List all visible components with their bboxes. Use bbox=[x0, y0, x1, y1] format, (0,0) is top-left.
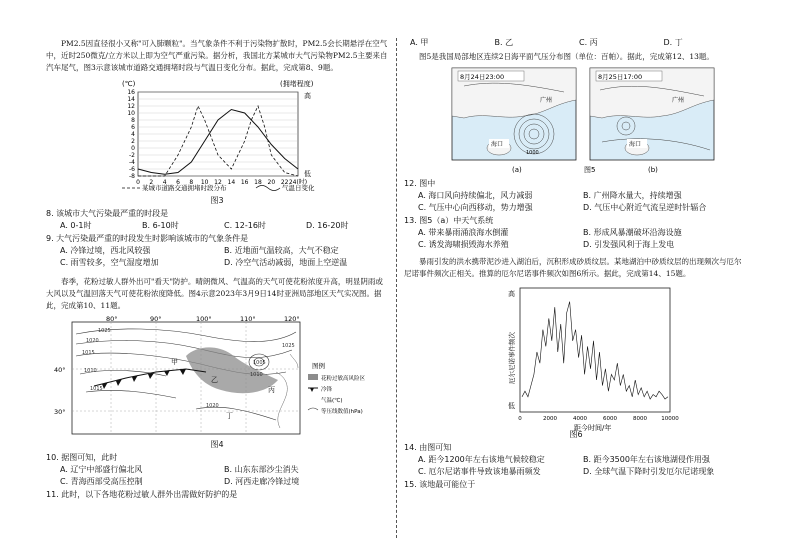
fig5-panel-b bbox=[590, 68, 714, 160]
question-12-options-row1 bbox=[418, 191, 748, 201]
column-divider bbox=[396, 38, 397, 538]
fig3-legend-dashed: 某城市道路交通拥堵时段分布 bbox=[142, 184, 227, 192]
option-9d[interactable]: D. 冷空气活动减弱，地面上空逆温 bbox=[224, 258, 348, 267]
fig6-frame bbox=[520, 288, 670, 412]
intro-paragraph-3: 图5是我国局部地区连续2日海平面气压分布图（单位：百帕）。据此，完成第12、13题。 bbox=[419, 52, 714, 61]
question-11-options bbox=[410, 38, 748, 48]
fig5-b-time: 8月25日17:00 bbox=[598, 73, 643, 81]
question-8: 8. 该城市大气污染最严重的时段是 bbox=[46, 209, 169, 218]
fig3-y-tick-label: -4 bbox=[129, 159, 135, 166]
fig6-series-line bbox=[522, 302, 668, 399]
fig6-x-tick-label: 0 bbox=[518, 416, 522, 422]
fig3-y-tick-label: 14 bbox=[127, 96, 135, 103]
figure-6-caption: 图6 bbox=[569, 430, 583, 439]
question-10: 10. 据图可知，此时 bbox=[46, 453, 118, 462]
intro-paragraph-4: 暴雨引发的洪水携带泥沙进入湖泊后，沉积形成砂质纹层。某地湖泊中砂质纹层的出现频次与厄尔尼诺事件频次正相关。推算的厄尔尼诺事件频次如图6所示。据此，完成第14、15题。 bbox=[404, 257, 742, 278]
fig3-right-high: 高 bbox=[304, 92, 311, 100]
question-8-options bbox=[60, 221, 388, 231]
option-11a[interactable]: A. 甲 bbox=[410, 38, 429, 47]
figure-6 bbox=[404, 282, 748, 432]
question-10-options-row2 bbox=[60, 477, 388, 487]
option-8d[interactable]: D. 16-20时 bbox=[306, 221, 349, 230]
question-13-options-row1 bbox=[418, 228, 748, 238]
option-10a[interactable]: A. 辽宁中部盛行偏北风 bbox=[60, 465, 143, 474]
fig3-y-tick-label: -6 bbox=[129, 166, 135, 173]
question-15: 15. 该地最可能位于 bbox=[404, 480, 476, 489]
figure-6-chart bbox=[404, 282, 748, 432]
question-10-options-row1 bbox=[60, 465, 388, 475]
fig3-x-tick-label: 14 bbox=[227, 179, 236, 186]
fig3-y-tick-label: 0 bbox=[131, 145, 135, 152]
fig6-y-label: 厄尔尼诺事件频次 bbox=[508, 332, 516, 384]
fig5-isobar-center: 1000 bbox=[526, 150, 539, 156]
option-12d[interactable]: D. 气压中心附近气流呈逆时针辐合 bbox=[583, 203, 707, 212]
fig4-legend-front-triangle bbox=[310, 388, 314, 392]
fig6-x-tick-label: 4000 bbox=[573, 416, 587, 422]
figure-5 bbox=[404, 66, 748, 176]
option-13b[interactable]: B. 形成风暴潮破坏沿海设施 bbox=[583, 228, 682, 237]
fig5-b-city-hk: 海口 bbox=[629, 141, 642, 148]
fig4-iso-label-2: 1020 bbox=[86, 338, 99, 344]
fig4-legend-risk: 花粉过敏高风险区 bbox=[321, 376, 366, 382]
fig3-right-label: (拥堵程度) bbox=[280, 80, 314, 88]
fig3-y-tick-label: 12 bbox=[127, 103, 135, 110]
fig4-iso-label-5: 1015 bbox=[90, 386, 103, 392]
fig3-x-tick-label: 4 bbox=[162, 179, 167, 186]
fig3-y-tick-label: 8 bbox=[131, 117, 135, 124]
fig3-x-tick-label: 2 bbox=[149, 179, 154, 186]
fig4-legend-isobar: 等压线数值(hPa) bbox=[321, 409, 363, 415]
fig6-x-tick-label: 6000 bbox=[603, 416, 617, 422]
figure-3-chart bbox=[46, 76, 388, 194]
fig3-y-tick-label: -2 bbox=[129, 152, 135, 159]
question-9: 9. 大气污染最严重的时段发生时影响该城市的气象条件是 bbox=[46, 234, 249, 243]
fig3-legend-solid: 气温日变化 bbox=[282, 184, 315, 192]
fig6-y-low: 低 bbox=[508, 402, 515, 410]
fig4-lon-110: 110° bbox=[240, 315, 256, 323]
option-9b[interactable]: B. 近地面气温较高，大气不稳定 bbox=[224, 246, 339, 255]
option-9a[interactable]: A. 冷锋过境，西北风较强 bbox=[60, 246, 151, 255]
fig3-x-tick-label: 20 bbox=[267, 179, 276, 186]
fig5-a-time: 8月24日23:00 bbox=[460, 73, 505, 81]
fig3-y-unit: (℃) bbox=[122, 80, 136, 88]
option-14c[interactable]: C. 厄尔尼诺事件导致该地暴雨频发 bbox=[418, 467, 541, 476]
fig4-place-jia: 甲 bbox=[171, 358, 178, 366]
question-9-options-row1 bbox=[60, 246, 388, 256]
option-11c[interactable]: C. 丙 bbox=[579, 38, 598, 47]
fig3-x-tick-label: 0 bbox=[136, 179, 140, 186]
fig3-right-low: 低 bbox=[304, 170, 311, 178]
fig4-lon-90: 90° bbox=[150, 315, 162, 323]
question-9-options-row2 bbox=[60, 258, 388, 268]
fig4-lon-80: 80° bbox=[106, 315, 118, 323]
fig5-caption: 图5 bbox=[584, 166, 596, 174]
fig4-place-bing: 丙 bbox=[268, 386, 275, 394]
option-14a[interactable]: A. 距今1200年左右该地气候较稳定 bbox=[418, 455, 545, 464]
fig6-x-tick-label: 10000 bbox=[661, 416, 679, 422]
option-13a[interactable]: A. 带来暴雨涌浪海水倒灌 bbox=[418, 228, 509, 237]
left-column bbox=[46, 38, 388, 500]
fig5-label-b: (b) bbox=[648, 166, 658, 174]
option-8a[interactable]: A. 0-1时 bbox=[60, 221, 92, 230]
fig4-lat-40: 40° bbox=[54, 366, 66, 374]
option-12c[interactable]: C. 气压中心向西移动，势力增强 bbox=[418, 203, 533, 212]
fig4-legend-swatch-risk bbox=[308, 374, 318, 380]
fig4-legend-swatch-isobar bbox=[308, 408, 318, 410]
fig6-x-ticks bbox=[518, 416, 679, 422]
figure-5-maps bbox=[404, 66, 748, 176]
fig3-x-tick-label: 16 bbox=[240, 179, 249, 186]
figure-3-caption: 图3 bbox=[210, 196, 224, 205]
option-13c[interactable]: C. 诱发海啸损毁海水养殖 bbox=[418, 240, 509, 249]
fig3-y-tick-label: 6 bbox=[131, 124, 135, 131]
fig3-y-ticks bbox=[127, 89, 135, 180]
fig4-iso-label-4: 1010 bbox=[84, 368, 97, 374]
fig3-y-tick-label: 4 bbox=[131, 131, 135, 138]
figure-4 bbox=[46, 314, 388, 438]
figure-4-caption: 图4 bbox=[210, 440, 224, 449]
fig6-x-tick-label: 8000 bbox=[633, 416, 647, 422]
fig4-iso-label-9: 1010 bbox=[250, 372, 263, 378]
fig4-iso-label-6: 1020 bbox=[206, 403, 219, 409]
fig6-x-label: 距今时间/年 bbox=[574, 424, 612, 432]
fig4-iso-label-7: 1025 bbox=[282, 343, 295, 349]
option-11b[interactable]: B. 乙 bbox=[494, 38, 514, 47]
fig3-x-tick-label: 22 bbox=[280, 179, 289, 186]
fig3-y-tick-label: 16 bbox=[127, 89, 135, 96]
fig4-place-yi: 乙 bbox=[211, 376, 218, 384]
fig5-a-city-gz: 广州 bbox=[540, 97, 553, 104]
fig5-b-city-gz: 广州 bbox=[672, 97, 685, 104]
fig4-legend-front: 冷锋 bbox=[321, 387, 333, 393]
fig4-place-ding: 丁 bbox=[226, 412, 233, 420]
option-14b[interactable]: B. 距今3500年左右该地湖侵作用强 bbox=[583, 455, 710, 464]
fig3-x-tick-label: 6 bbox=[176, 179, 180, 186]
option-10d[interactable]: D. 河西走廊冷锋过境 bbox=[224, 477, 300, 486]
fig3-x-tick-label: 10 bbox=[200, 179, 209, 186]
question-14-options-row1 bbox=[418, 455, 748, 465]
fig4-legend-temp: 气温(℃) bbox=[321, 398, 343, 404]
option-13d[interactable]: D. 引发强风利于海上发电 bbox=[583, 240, 675, 249]
fig4-legend-title: 图例 bbox=[312, 362, 325, 370]
question-14: 14. 由图可知 bbox=[404, 443, 452, 452]
fig4-lon-100: 100° bbox=[196, 315, 212, 323]
fig3-x-tick-label: 18 bbox=[254, 179, 262, 186]
option-10c[interactable]: C. 青海西部受高压控制 bbox=[60, 477, 143, 486]
fig3-y-tick-label: 10 bbox=[127, 110, 135, 117]
intro-paragraph-1: PM2.5因直径很小又称"可入肺颗粒"。当气象条件不利于污染物扩散时，PM2.5会长期悬浮在空气中，近时250微克/立方米以上即为空气严重污染。据分析，我国北方某城市大气污染物PM2.5主要来自汽车尾气，图3示意该城市道路交通拥堵时段与气温日变化分布。据此，完成第8、9题。 bbox=[46, 39, 388, 72]
question-12-options-row2 bbox=[418, 203, 748, 213]
fig3-y-tick-label: 2 bbox=[131, 138, 135, 145]
fig4-iso-label-1: 1025 bbox=[98, 328, 111, 334]
fig5-panel-a bbox=[452, 68, 576, 160]
option-12a[interactable]: A. 海口风向持续偏北，风力减弱 bbox=[418, 191, 533, 200]
fig5-a-city-hk: 海口 bbox=[491, 141, 504, 148]
fig3-grid bbox=[138, 92, 298, 176]
right-column bbox=[404, 38, 748, 490]
figure-4-map bbox=[46, 314, 388, 438]
question-12: 12. 图中 bbox=[404, 179, 436, 188]
fig4-lon-120: 120° bbox=[284, 315, 300, 323]
option-8c[interactable]: C. 12-16时 bbox=[224, 221, 266, 230]
fig3-x-tick-label: 8 bbox=[189, 179, 194, 186]
question-13: 13. 图5（a）中天气系统 bbox=[404, 216, 494, 225]
option-10b[interactable]: B. 山东东部沙尘消失 bbox=[224, 465, 299, 474]
figure-3 bbox=[46, 76, 388, 194]
fig3-x-tick-label: 12 bbox=[214, 179, 222, 186]
intro-paragraph-2: 春季，花粉过敏人群外出可"看天"防护。晴朗微风、气温高的天气可使花粉浓度升高，明显阴雨或大风以及气温回落天气可使花粉浓度降低。图4示意2023年3月9日14时亚洲局部地区天气实况图。据此，完成第10、11题。 bbox=[46, 277, 383, 310]
option-8b[interactable]: B. 6-10时 bbox=[142, 221, 179, 230]
option-14d[interactable]: D. 全球气温下降时引发厄尔尼诺现象 bbox=[583, 467, 715, 476]
fig6-x-tick-label: 2000 bbox=[543, 416, 557, 422]
question-14-options-row2 bbox=[418, 467, 748, 477]
question-11: 11. 此时，以下各地花粉过敏人群外出需做好防护的是 bbox=[46, 490, 238, 499]
fig3-y-tick-label: -8 bbox=[129, 173, 135, 180]
option-9c[interactable]: C. 雨雪较多，空气湿度增加 bbox=[60, 258, 159, 267]
fig5-label-a: (a) bbox=[512, 166, 522, 174]
option-12b[interactable]: B. 广州降水量大，持续增强 bbox=[583, 191, 682, 200]
fig3-legend-solid-swatch bbox=[256, 186, 280, 191]
question-13-options-row2 bbox=[418, 240, 748, 250]
option-11d[interactable]: D. 丁 bbox=[663, 38, 683, 47]
fig4-iso-label-8: 1005 bbox=[253, 360, 266, 366]
fig4-iso-label-3: 1015 bbox=[82, 350, 95, 356]
fig4-lat-30: 30° bbox=[54, 408, 66, 416]
fig3-x-tick-label: 24(时) bbox=[288, 179, 308, 186]
fig3-temperature-line bbox=[138, 110, 298, 175]
fig6-y-high: 高 bbox=[508, 290, 515, 298]
